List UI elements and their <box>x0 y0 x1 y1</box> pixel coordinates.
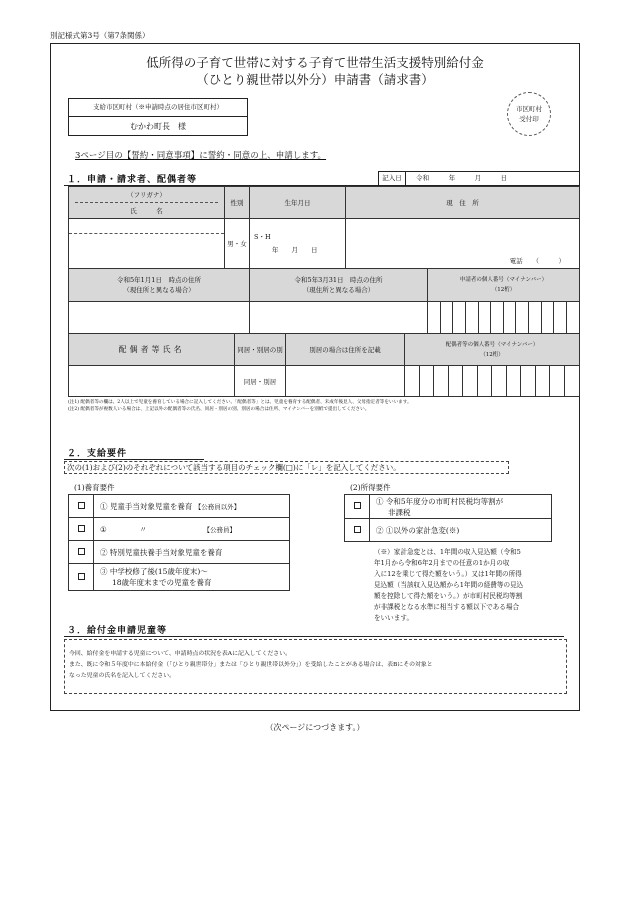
era-options: S・H <box>254 232 271 241</box>
req1-item-2-text: 〃 <box>139 524 147 534</box>
req1-item-1-text: 児童手当対象児童を養育 <box>109 501 193 511</box>
req1-item-1-num: ① <box>100 501 108 511</box>
municipality-box <box>68 98 248 136</box>
municipality-label: 支給市区町村（※申請時点の居住市区町村） <box>69 99 247 117</box>
mynumber-digit[interactable] <box>440 302 453 334</box>
footnote-line: 年1月から令和6年2月までの任意の1か月の収 <box>374 559 510 567</box>
req1-item-3-num: ② <box>100 547 108 557</box>
spouse-name-input[interactable] <box>69 366 235 397</box>
section2-underline <box>64 459 204 460</box>
req2-item-1-text: 令和5年度分の市町村民税均等割が <box>385 496 504 506</box>
addr-mar-sub: （現住所と異なる場合） <box>302 286 375 294</box>
req1-checkbox-1[interactable] <box>69 495 94 518</box>
continued-footer: （次ページにつづきます。） <box>265 723 365 732</box>
applicant-furigana-input[interactable] <box>69 219 224 234</box>
req1-table <box>68 494 290 591</box>
footnote-line: 見込額（当該収入見込額から1年間の経費等の見込 <box>374 581 524 589</box>
form-title-line1: 低所得の子育て世帯に対する子育て世帯生活支援特別給付金 <box>146 55 484 70</box>
section1-notes <box>68 399 580 413</box>
footnote-line: 額を控除して得た額をいう。）が市町村民税均等割 <box>374 592 523 600</box>
spouse-mynumber-digit[interactable] <box>535 366 550 397</box>
req1-item-4-num: ③ <box>100 567 108 576</box>
applicant-birthdate-cell[interactable] <box>250 219 346 269</box>
entry-date-label: 記入日 <box>379 172 406 185</box>
address-history-table <box>68 268 580 334</box>
mynumber-digit[interactable] <box>465 302 478 334</box>
req2-table <box>344 494 552 542</box>
spouse-mynumber-digit[interactable] <box>550 366 565 397</box>
spouse-mynumber-digit[interactable] <box>565 366 580 397</box>
req2-checkbox-2[interactable] <box>345 519 370 542</box>
mynumber-digit[interactable] <box>541 302 554 334</box>
spouse-mynumber-sub: （12桁） <box>480 351 504 358</box>
addr-mar-input[interactable] <box>250 302 428 334</box>
addr-mar-label: 令和5年3月31日 時点の住所 <box>294 276 383 284</box>
req1-checkbox-3[interactable] <box>69 541 94 564</box>
mynumber-digit[interactable] <box>567 302 580 334</box>
mynumber-digit[interactable] <box>428 302 441 334</box>
separate-addr-input[interactable] <box>286 366 405 397</box>
section3-title: ３．給付金申請児童等 <box>67 626 168 636</box>
mynumber-digit[interactable] <box>516 302 529 334</box>
req1-item-4-text: 中学校修了後(15歳年度末)～ <box>109 567 208 576</box>
req1-title: (1)養育要件 <box>74 483 115 492</box>
note1: (注1) 配偶者等の欄は、2人以上で児童を養育している場合に記入してください。「配偶者等」とは、児童を養育する配偶者、未成年後見人、父母指定者等をいいます。 <box>68 400 412 405</box>
req1-item-1-tag: 【公務員以外】 <box>194 502 241 511</box>
entry-date-value: 令和 年 月 日 <box>416 174 508 182</box>
req2-footnote <box>374 547 574 624</box>
addr-jan-header <box>69 269 250 302</box>
section3-line3: なった児童の氏名を記入してください。 <box>69 673 176 679</box>
req2-title: (2)所得要件 <box>350 483 391 492</box>
req2-item-2-num: ② <box>376 525 384 535</box>
addr-jan-sub: （現住所と異なる場合） <box>123 286 195 294</box>
spouse-mynumber-digit[interactable] <box>405 366 420 397</box>
name-header <box>69 187 225 219</box>
spouse-name-header: 配偶者等氏名 <box>69 334 235 366</box>
mynumber-digit[interactable] <box>478 302 491 334</box>
req2-item-2 <box>370 519 552 542</box>
cohab-header: 同居・別居の別 <box>235 334 286 366</box>
form-title-line2: （ひとり親世帯以外分）申請書（請求書） <box>196 72 434 87</box>
mynumber-digit[interactable] <box>529 302 542 334</box>
spouse-mynumber-digit[interactable] <box>419 366 434 397</box>
addr-mar-header <box>250 269 428 302</box>
spouse-mynumber-label: 配偶者等の個人番号（マイナンバー） <box>445 341 539 348</box>
sex-header: 性別 <box>225 187 250 219</box>
spouse-mynumber-digit[interactable] <box>477 366 492 397</box>
section1-title: １．申請・請求者、配偶者等 <box>67 175 198 185</box>
spouse-mynumber-digit[interactable] <box>521 366 536 397</box>
cohab-option[interactable]: 同居・別居 <box>235 366 286 397</box>
birthdate-suffix: 年 月 日 <box>272 245 318 254</box>
mynumber-sub: （12桁） <box>491 287 516 293</box>
req1-checkbox-2[interactable] <box>69 518 94 541</box>
req1-item-4-text2: 18歳年度末までの児童を養育 <box>112 578 212 587</box>
req2-item-1-text2: 非課税 <box>388 507 411 517</box>
req2-checkbox-1[interactable] <box>345 495 370 519</box>
form-reference: 別記様式第3号（第7条関係） <box>50 31 150 40</box>
phone-label: 電話 （ ） <box>509 257 565 265</box>
req1-item-2-tag: 【公務員】 <box>203 525 237 534</box>
consent-instruction: 3ページ目の【誓約・同意事項】に誓約・同意の上、申請します。 <box>75 151 327 161</box>
req1-item-1 <box>94 495 290 518</box>
mynumber-digit[interactable] <box>453 302 466 334</box>
separate-addr-header: 別居の場合は住所を記載 <box>286 334 405 366</box>
footnote-line: をいいます。 <box>374 614 414 622</box>
applicant-sex-cell[interactable]: 男・女 <box>225 219 250 269</box>
spouse-mynumber-digit[interactable] <box>506 366 521 397</box>
req1-checkbox-4[interactable] <box>69 564 94 591</box>
footnote-line: 入に12を乗じて得た額をいう。）又は1年間の所得 <box>374 570 522 578</box>
addressee: むかわ町長 様 <box>130 122 186 131</box>
req2-item-1 <box>370 495 552 519</box>
spouse-mynumber-digit[interactable] <box>448 366 463 397</box>
furigana-header: （フリガナ） <box>75 190 218 203</box>
name-label: 氏 名 <box>130 207 163 215</box>
note2: (注2) 配偶者等が複数人いる場合は、上記以外の配偶者等の氏名、同居・別居の別、別居の場合は住所、マイナンバーを別紙で提出してください。 <box>68 407 370 412</box>
applicant-name-input[interactable] <box>69 219 225 269</box>
spouse-mynumber-digit[interactable] <box>492 366 507 397</box>
spouse-mynumber-digit[interactable] <box>434 366 449 397</box>
spouse-mynumber-header <box>405 334 580 366</box>
req2-item-1-num: ① <box>376 496 384 506</box>
birthdate-header: 生年月日 <box>250 187 346 219</box>
req2-item-2-text: ①以外の家計急変(※) <box>385 525 460 535</box>
mynumber-digit[interactable] <box>554 302 567 334</box>
reception-stamp <box>507 92 551 136</box>
req1-item-3-text: 特別児童扶養手当対象児童を養育 <box>109 547 223 557</box>
mynumber-label: 申請者の個人番号（マイナンバー） <box>459 277 548 283</box>
section2-title: ２．支給要件 <box>67 449 128 459</box>
section3-instructions <box>64 639 567 694</box>
applicant-table <box>68 186 580 269</box>
spouse-mynumber-digit[interactable] <box>463 366 478 397</box>
applicant-address-cell[interactable] <box>346 219 580 269</box>
mynumber-header <box>428 269 580 302</box>
footnote-line: （※）家計急変とは、1年間の収入見込額（令和5 <box>374 548 521 556</box>
req1-item-4 <box>94 564 290 591</box>
req1-item-2-num: ① <box>100 524 107 534</box>
req1-item-2 <box>94 518 290 541</box>
section3-line1: 今回、給付金を申請する児童について、申請時点の状況を表Aに記入してください。 <box>69 651 291 657</box>
stamp-line1: 市区町村 <box>516 105 542 113</box>
addr-jan-label: 令和5年1月1日 時点の住所 <box>117 276 201 284</box>
address-header: 現 住 所 <box>346 187 580 219</box>
section2-instruction: 次の(1)および(2)のそれぞれについて該当する項目のチェック欄(□)に「レ」を記入してください。 <box>64 461 509 474</box>
section3-underline <box>64 636 564 637</box>
mynumber-digit[interactable] <box>491 302 504 334</box>
section3-line2: また、既に令和５年度中に本給付金（「ひとり親世帯分」または「ひとり親世帯以外分」）を受給したことがある場合は、表Bにその対象と <box>69 662 433 668</box>
entry-date-box <box>378 171 580 186</box>
spouse-table <box>68 333 580 397</box>
footnote-line: が非課税となる水準に相当する額以下である場合 <box>374 603 520 611</box>
addr-jan-input[interactable] <box>69 302 250 334</box>
req1-item-3 <box>94 541 290 564</box>
mynumber-digit[interactable] <box>503 302 516 334</box>
stamp-line2: 受付印 <box>519 115 539 123</box>
